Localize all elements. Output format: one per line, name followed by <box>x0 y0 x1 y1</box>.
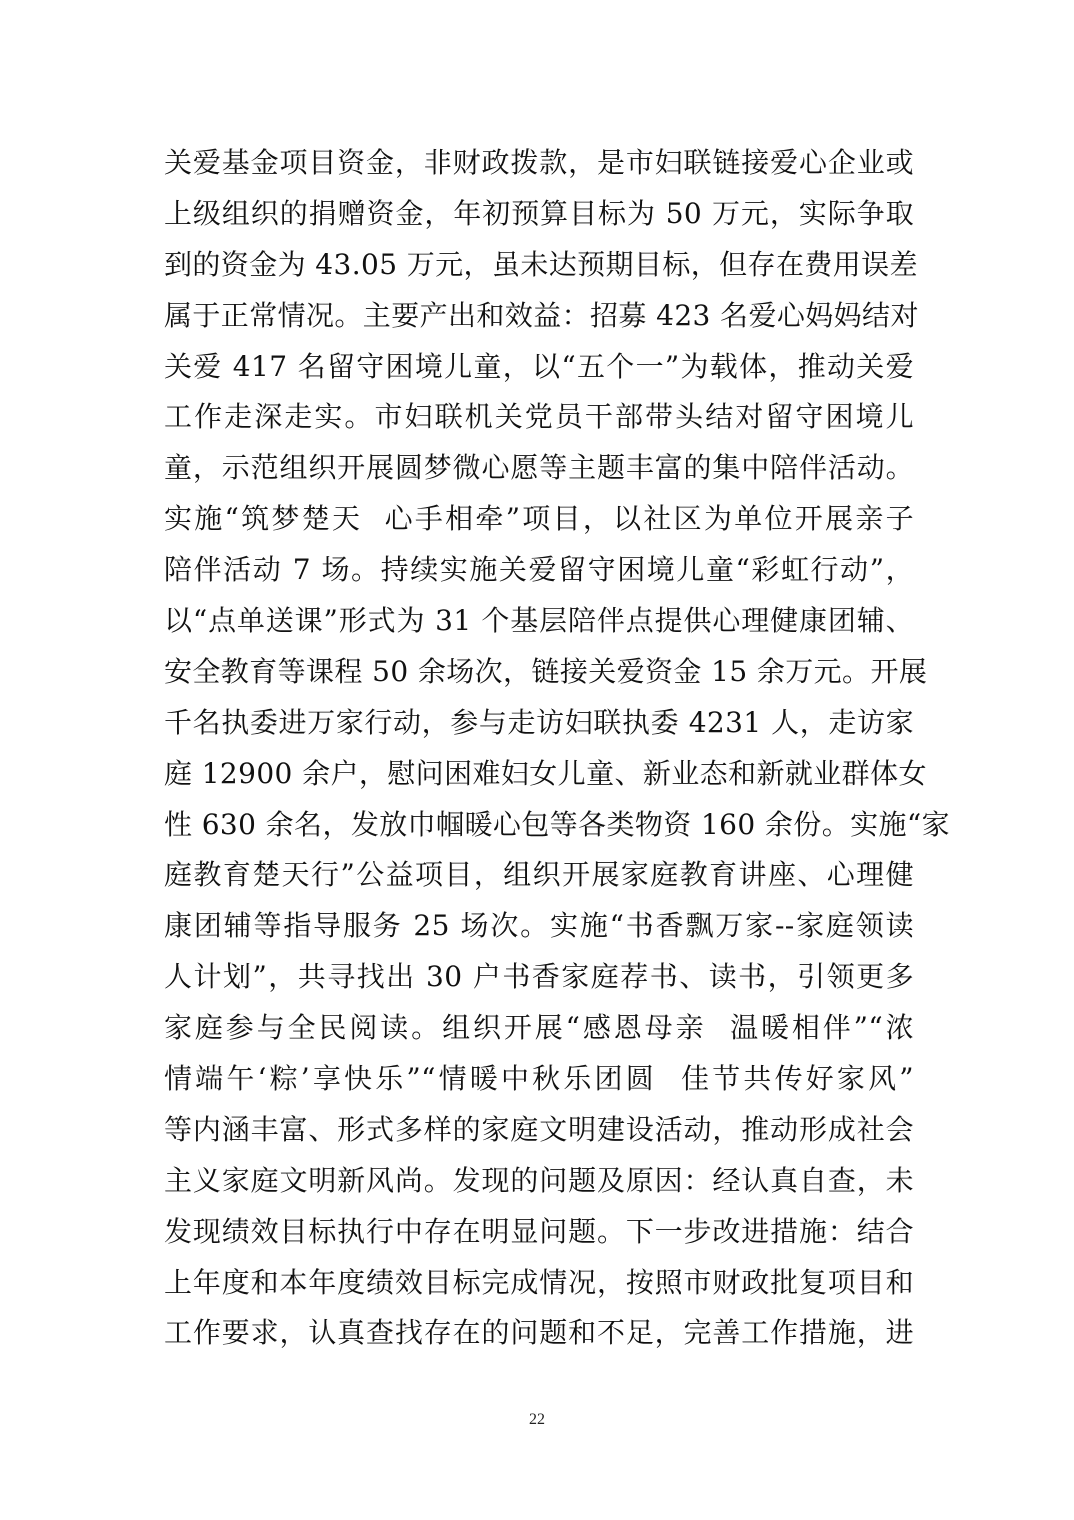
text-line: 千名执委进万家行动，参与走访妇联执委 4231 人，走访家 <box>164 705 914 739</box>
text-line: 人计划”，共寻找出 30 户书香家庭荐书、读书，引领更多 <box>164 960 914 994</box>
text-line: 上年度和本年度绩效目标完成情况，按照市财政批复项目和 <box>164 1265 914 1299</box>
text-line: 以“点单送课”形式为 31 个基层陪伴点提供心理健康团辅、 <box>164 604 914 638</box>
text-line: 庭 12900 余户，慰问困难妇女儿童、新业态和新就业群体女 <box>164 756 927 790</box>
text-line: 陪伴活动 7 场。持续实施关爱留守困境儿童“彩虹行动”， <box>164 553 914 587</box>
text-line: 属于正常情况。主要产出和效益：招募 423 名爱心妈妈结对 <box>164 298 919 332</box>
text-line: 关爱基金项目资金，非财政拨款，是市妇联链接爱心企业或 <box>164 146 914 179</box>
text-line: 安全教育等课程 50 余场次，链接关爱资金 15 余万元。开展 <box>164 654 928 688</box>
text-line: 工作走深走实。市妇联机关党员干部带头结对留守困境儿 <box>164 400 914 434</box>
text-line: 上级组织的捐赠资金，年初预算目标为 50 万元，实际争取 <box>164 196 914 230</box>
text-line: 性 630 余名，发放巾帼暖心包等各类物资 160 余份。实施“家 <box>164 807 951 841</box>
page-number: 22 <box>529 1411 545 1428</box>
text-line: 实施“筑梦楚天 心手相牵”项目，以社区为单位开展亲子 <box>164 502 914 536</box>
text-line: 等内涵丰富、形式多样的家庭文明建设活动，推动形成社会 <box>164 1112 914 1146</box>
text-line: 康团辅等指导服务 25 场次。实施“书香飘万家--家庭领读 <box>164 909 914 943</box>
text-line: 情端午‘粽’享快乐”“情暖中秋乐团圆 佳节共传好家风” <box>164 1062 914 1096</box>
text-line: 童，示范组织开展圆梦微心愿等主题丰富的集中陪伴活动。 <box>164 451 914 485</box>
text-line: 发现绩效目标执行中存在明显问题。下一步改进措施：结合 <box>164 1214 914 1248</box>
text-line: 家庭参与全民阅读。组织开展“感恩母亲 温暖相伴”“浓 <box>164 1011 914 1045</box>
text-line: 庭教育楚天行”公益项目，组织开展家庭教育讲座、心理健 <box>164 858 914 892</box>
text-line: 到的资金为 43.05 万元，虽未达预期目标，但存在费用误差 <box>164 247 918 281</box>
text-line: 工作要求，认真查找存在的问题和不足，完善工作措施，进 <box>164 1316 914 1350</box>
text-line: 主义家庭文明新风尚。发现的问题及原因：经认真自查，未 <box>164 1163 914 1197</box>
body-text <box>164 138 951 1359</box>
text-line: 关爱 417 名留守困境儿童，以“五个一”为载体，推动关爱 <box>164 349 914 383</box>
